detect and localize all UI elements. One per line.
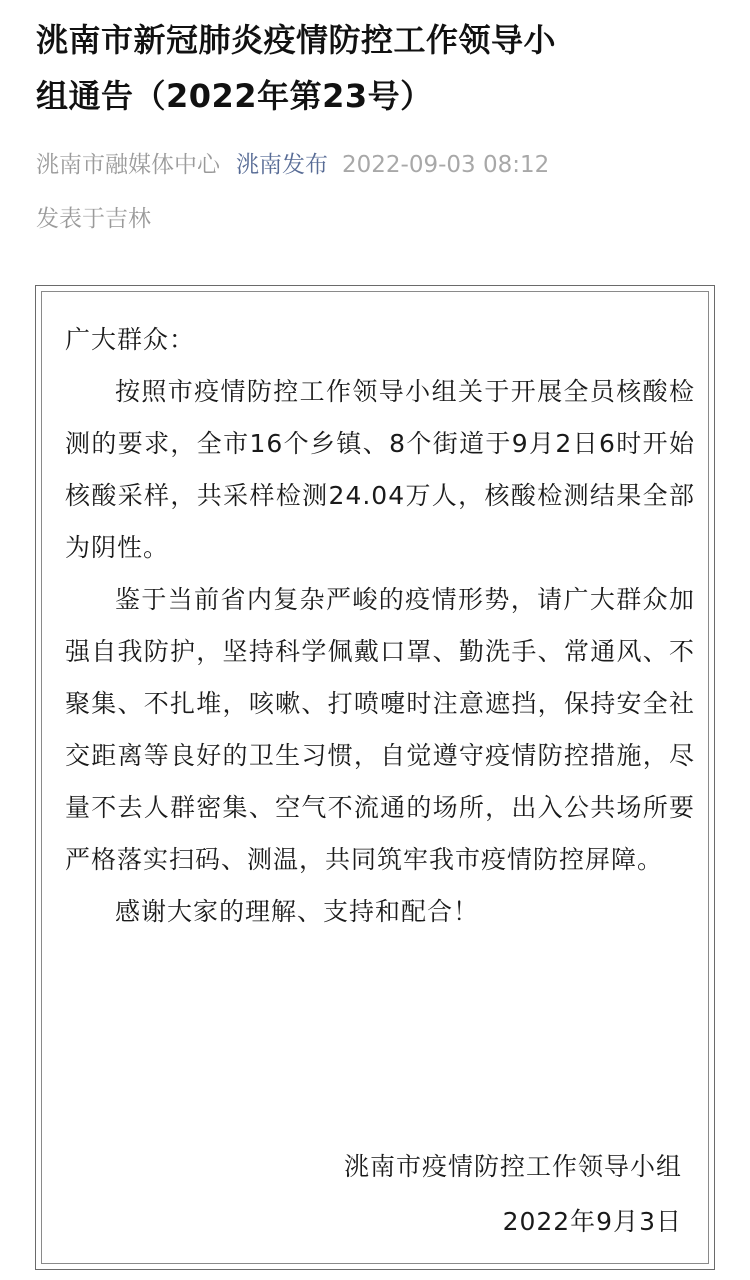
notice-frame xyxy=(35,285,715,1270)
signature-org: 洮南市疫情防控工作领导小组 xyxy=(343,1152,682,1181)
article-title xyxy=(36,12,726,124)
meta-line-1 xyxy=(36,138,726,192)
notice-inner-border xyxy=(41,291,709,1264)
signature-date: 2022年9月3日 xyxy=(502,1207,682,1236)
article-title-line-1: 洮南市新冠肺炎疫情防控工作领导小 xyxy=(36,21,557,59)
article-title-line-2: 组通告（2022年第23号） xyxy=(36,77,433,115)
article-header xyxy=(36,12,726,124)
notice-paragraph-2: 鉴于当前省内复杂严峻的疫情形势，请广大群众加强自我防护，坚持科学佩戴口罩、勤洗手、常通风、不聚集、不扎堆，咳嗽、打喷嚏时注意遮挡，保持安全社交距离等良好的卫生习惯，自觉遵守疫情防控措施，尽量不去人群密集、空气不流通的场所，出入公共场所要严格落实扫码、测温，共同筑牢我市疫情防控屏障。 xyxy=(65,585,695,874)
notice-greeting: 广大群众： xyxy=(65,325,196,354)
account-link[interactable]: 洮南发布 xyxy=(236,152,328,178)
article-meta xyxy=(36,138,726,246)
notice-signature xyxy=(344,1139,682,1249)
notice-body xyxy=(65,314,695,938)
publish-timestamp: 2022-09-03 08:12 xyxy=(342,152,550,178)
notice-paragraph-3: 感谢大家的理解、支持和配合！ xyxy=(115,897,480,926)
publish-location: 发表于吉林 xyxy=(36,206,151,232)
meta-source: 洮南市融媒体中心 xyxy=(36,152,220,178)
notice-paragraph-1: 按照市疫情防控工作领导小组关于开展全员核酸检测的要求，全市16个乡镇、8个街道于9月2日6时开始核酸采样，共采样检测24.04万人，核酸检测结果全部为阴性。 xyxy=(65,377,695,562)
